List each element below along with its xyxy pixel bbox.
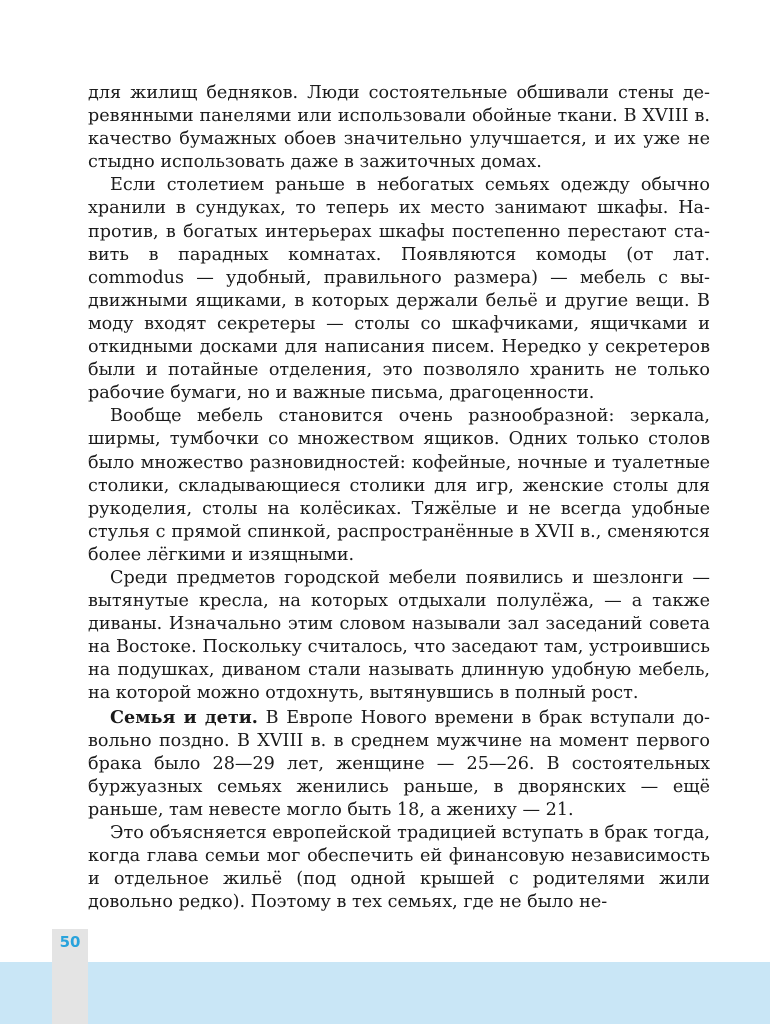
paragraph-text: Это объясняется европейской традицией вступать в брак тогда, когда глава семьи мог обеспечить ей финансовую независимость и отдельное жильё (под одной крышей с родителями жили довольно редко). Поэтому в тех семьях, где не было не- — [88, 823, 710, 913]
paragraph — [88, 706, 710, 822]
paragraph-text: Среди предметов городской мебели появились и шезлонги — вытянутые кресла, на которых отдыхали полулёжа, — а также диваны. Изначально этим словом называли зал заседаний совета на Востоке. Поскольку считалось, что заседают там, устроившись на подушках, диваном стали называть длинную удобную мебель, на которой можно отдохнуть, вытянувшись в полный рост. — [88, 567, 710, 704]
paragraph-text: В Европе Нового времени в брак вступали довольно поздно. В XVIII в. в среднем мужчине на момент первого брака было 28—29 лет, женщине — 25—26. В состоятельных буржуазных семьях женились раньше, в дворянских — ещё раньше, там невесте могло быть 18, а жениху — 21. — [88, 707, 710, 820]
page-body-text — [88, 82, 710, 914]
paragraph — [88, 567, 710, 706]
bottom-color-band — [0, 962, 770, 1024]
paragraph — [88, 822, 710, 914]
paragraph — [88, 405, 710, 567]
paragraph-text: для жилищ бедняков. Люди состоятельные обшивали стены деревянными панелями или использовали обойные ткани. В XVIII в. качество бумажных обоев значительно улучшается, и их уже не стыдно использовать даже в зажиточных домах. — [88, 83, 710, 173]
paragraph-text: Вообще мебель становится очень разнообразной: зеркала, ширмы, тумбочки со множеством ящиков. Одних только столов было множество разновидностей: кофейные, ночные и туалетные столики, складывающиеся столики для игр, женские столы для рукоделия, столы на колёсиках. Тяжёлые и не всегда удобные стулья с прямой спинкой, распространённые в XVII в., сменяются более лёгкими и изящными. — [88, 406, 710, 565]
paragraph — [88, 82, 710, 174]
paragraph-text: Если столетием раньше в небогатых семьях одежду обычно хранили в сундуках, то теперь их место занимают шкафы. Напротив, в богатых интерьерах шкафы постепенно перестают ставить в парадных комнатах. Появляются комоды (от лат. commodus — удобный, правильного размера) — мебель с выдвижными ящиками, в которых держали бельё и другие вещи. В моду входят секретеры — столы со шкафчиками, ящичками и откидными досками для написания писем. Нередко у секретеров были и потайные отделения, это позволяло хранить не только рабочие бумаги, но и важные письма, драгоценности. — [88, 175, 710, 404]
paragraph — [88, 174, 710, 405]
section-lead-heading: Семья и дети. — [110, 706, 258, 728]
page-number: 50 — [59, 933, 81, 951]
